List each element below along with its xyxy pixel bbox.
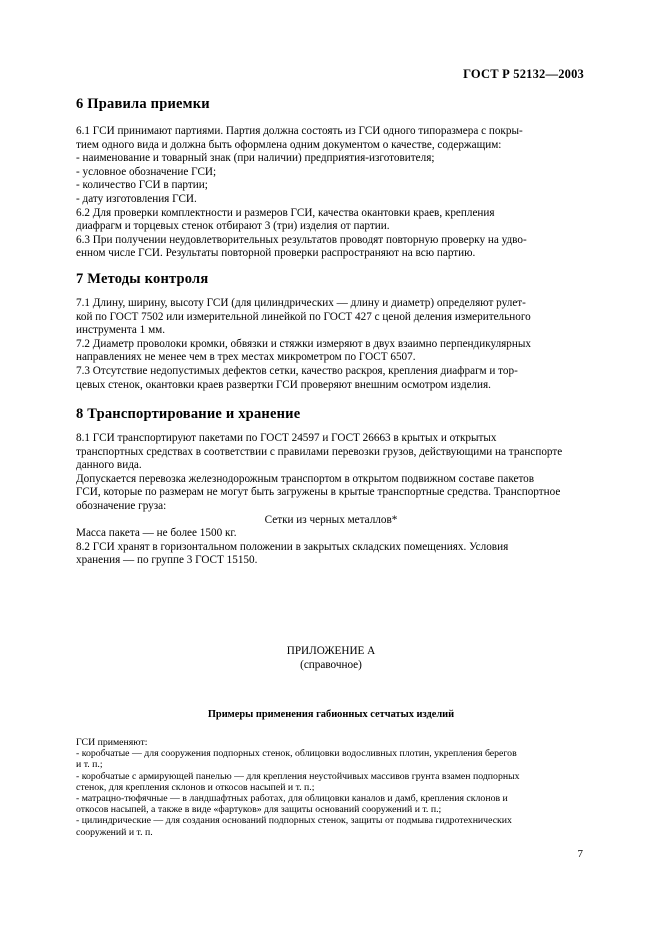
appendix-heading-wrap — [76, 709, 586, 720]
section-8-title: 8 Транспортирование и хранение — [76, 406, 301, 422]
section-7 — [76, 271, 586, 288]
appendix-item-3-line1: - матрацно-тюфячные — в ландшафтных работах, для облицовки каналов и дамб, крепления склонов и — [76, 793, 508, 805]
para-8-1d-line2: ГСИ, которые по размерам не могут быть загружены в крытые транспортные средства. Транспортное — [76, 486, 561, 499]
list-item: - количество ГСИ в партии; — [76, 179, 208, 192]
para-6-2-line2: диафрагм и торцевых стенок отбирают 3 (три) изделия от партии. — [76, 220, 390, 233]
list-item: - наименование и товарный знак (при наличии) предприятия-изготовителя; — [76, 152, 435, 165]
para-7-2-line1: 7.2 Диаметр проволоки кромки, обвязки и стяжки измеряют в двух взаимно перпендикулярных — [76, 337, 532, 350]
para-8-2-line2: хранения — по группе 3 ГОСТ 15150. — [76, 554, 258, 567]
appendix-item-3-line2: откосов насыпей, а также в виде «фартуков» для защиты оснований сооружений и т. п.; — [76, 804, 442, 816]
section-8 — [76, 406, 586, 423]
section-6-title: 6 Правила приемки — [76, 96, 210, 112]
para-7-3-line1: 7.3 Отсутствие недопустимых дефектов сетки, качество раскроя, крепления диафрагм и тор- — [76, 364, 518, 377]
section-8-body — [76, 432, 586, 568]
appendix-body — [76, 737, 586, 838]
page-number: 7 — [577, 848, 583, 860]
cargo-marking: Сетки из черных металлов* — [264, 513, 398, 526]
para-6-1-line2: тием одного вида и должна быть оформлена одним документом о качестве, содержащим: — [76, 138, 502, 151]
section-7-body — [76, 297, 586, 392]
appendix-intro: ГСИ применяют: — [76, 737, 148, 748]
section-6 — [76, 96, 586, 113]
section-6-body — [76, 125, 586, 261]
appendix-header — [76, 645, 586, 672]
package-mass: Масса пакета — не более 1500 кг. — [76, 527, 237, 540]
para-6-3-line2: енном числе ГСИ. Результаты повторной проверки распространяют на всю партию. — [76, 247, 476, 260]
appendix-item-1-line1: - коробчатые — для сооружения подпорных стенок, облицовки водосливных плотин, укрепления берегов — [76, 748, 517, 760]
appendix-item-1-line2: и т. п.; — [76, 759, 103, 771]
para-7-1-line1: 7.1 Длину, ширину, высоту ГСИ (для цилиндрических — длину и диаметр) определяют рулет- — [76, 297, 526, 309]
appendix-heading: Примеры применения габионных сетчатых изделий — [207, 709, 455, 720]
list-item: - дату изготовления ГСИ. — [76, 192, 197, 205]
appendix-title: ПРИЛОЖЕНИЕ А — [286, 645, 376, 657]
para-8-2-line1: 8.2 ГСИ хранят в горизонтальном положении в закрытых складских помещениях. Условия — [76, 540, 509, 553]
para-6-1-line1: 6.1 ГСИ принимают партиями. Партия должна состоять из ГСИ одного типоразмера с покры- — [76, 125, 523, 137]
appendix-subtitle: (справочное) — [300, 658, 362, 671]
para-6-3-line1: 6.3 При получении неудовлетворительных результатов проводят повторную проверку на удво- — [76, 233, 527, 246]
para-8-1d-line1: Допускается перевозка железнодорожным транспортом в открытом подвижном составе пакетов — [76, 472, 535, 485]
appendix-item-4-line2: сооружений и т. п. — [76, 826, 153, 838]
para-8-1-line3: данного вида. — [76, 459, 142, 472]
para-7-1-line2: кой по ГОСТ 7502 или измерительной линейкой по ГОСТ 427 с ценой деления измерительного — [76, 310, 531, 323]
appendix-item-2-line1: - коробчатые с армирующей панелью — для крепления неустойчивых массивов грунта взамен подпорных — [76, 770, 520, 782]
para-8-1d-line3: обозначение груза: — [76, 499, 167, 512]
document-code: ГОСТ Р 52132—2003 — [463, 67, 584, 81]
para-7-1-line3: инструмента 1 мм. — [76, 324, 166, 337]
section-7-title: 7 Методы контроля — [76, 271, 209, 287]
para-6-2-line1: 6.2 Для проверки комплектности и размеров ГСИ, качества окантовки краев, крепления — [76, 206, 495, 219]
para-7-3-line2: цевых стенок, окантовки краев развертки ГСИ проверяют внешним осмотром изделия. — [76, 378, 491, 391]
para-7-2-line2: направлениях не менее чем в трех местах микрометром по ГОСТ 6507. — [76, 351, 416, 364]
para-8-1-line2: транспортных средствах в соответствии с правилами перевозки грузов, действующими на транспорте — [76, 445, 563, 458]
para-8-1-line1: 8.1 ГСИ транспортируют пакетами по ГОСТ 24597 и ГОСТ 26663 в крытых и открытых — [76, 432, 497, 444]
list-item: - условное обозначение ГСИ; — [76, 165, 217, 178]
appendix-item-2-line2: стенок, для крепления склонов и откосов насыпей и т. п.; — [76, 781, 315, 793]
appendix-item-4-line1: - цилиндрические — для создания оснований подпорных стенок, защиты от подмыва гидротехнических — [76, 815, 512, 827]
